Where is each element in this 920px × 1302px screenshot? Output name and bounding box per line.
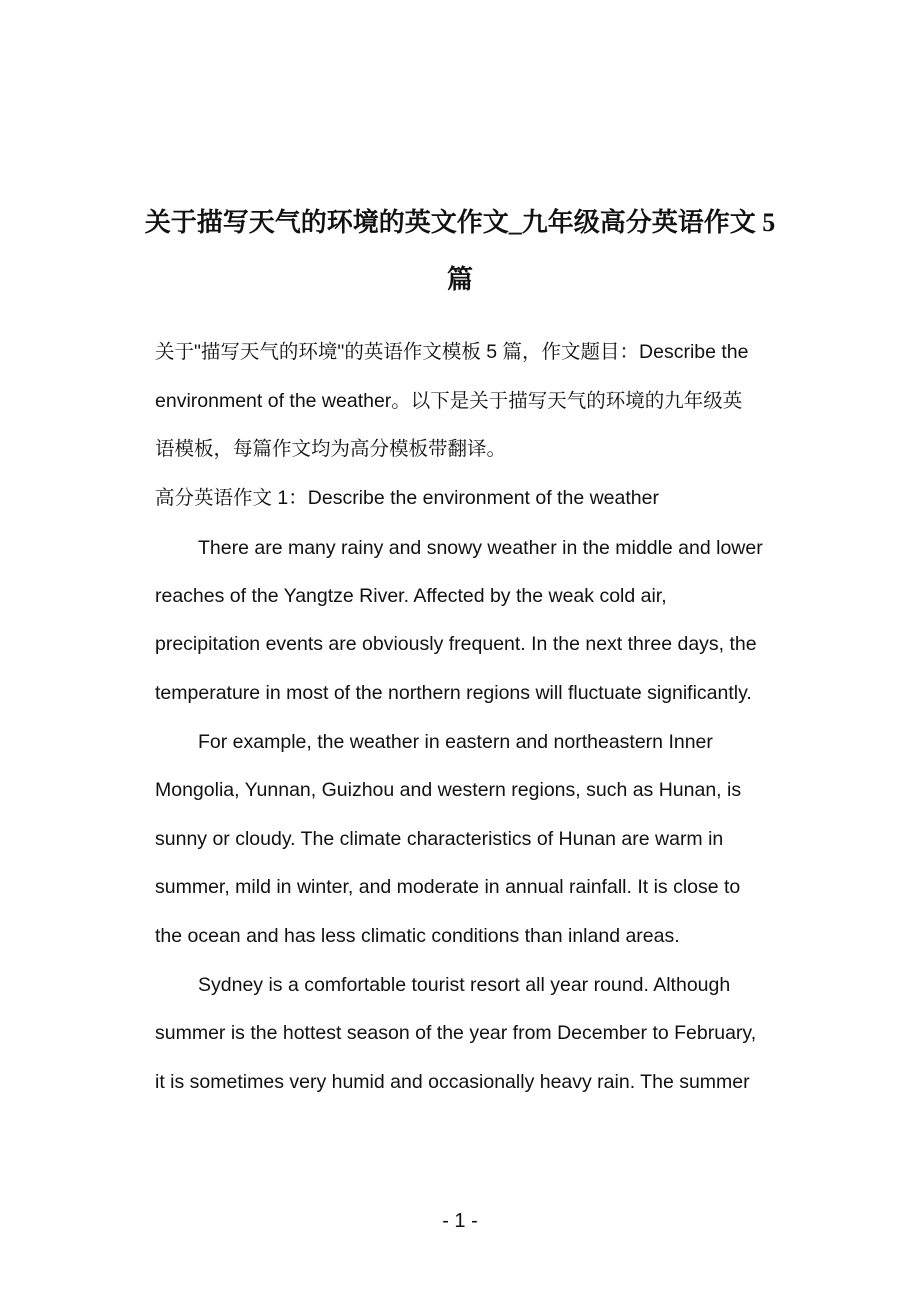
paragraph-line: Mongolia, Yunnan, Guizhou and western regions, such as Hunan, is (155, 779, 742, 801)
paragraph-line: For example, the weather in eastern and northeastern Inner (198, 731, 713, 753)
paragraph-line: sunny or cloudy. The climate characteristics of Hunan are warm in (155, 828, 724, 850)
paragraph-line: temperature in most of the northern regions will fluctuate significantly. (155, 682, 752, 704)
intro-line: 关于"描写天气的环境"的英语作文模板 5 篇，作文题目：Describe the (155, 341, 749, 363)
paragraph-line: There are many rainy and snowy weather in the middle and lower (198, 537, 763, 559)
intro-line: 语模板，每篇作文均为高分模板带翻译。 (155, 438, 507, 460)
paragraph-line: the ocean and has less climatic conditions than inland areas. (155, 925, 680, 947)
paragraph-line: Sydney is a comfortable tourist resort all year round. Although (198, 974, 731, 996)
paragraph-line: precipitation events are obviously frequent. In the next three days, the (155, 633, 757, 655)
intro-line: environment of the weather。以下是关于描写天气的环境的九年级英 (155, 390, 743, 412)
paragraph-line: summer is the hottest season of the year from December to February, (155, 1022, 757, 1044)
essay-heading: 高分英语作文 1：Describe the environment of the weather (155, 487, 659, 509)
document-title-line-2: 篇 (446, 265, 473, 294)
document-title-line-1: 关于描写天气的环境的英文作文_九年级高分英语作文 5 (144, 208, 776, 237)
paragraph-line: it is sometimes very humid and occasionally heavy rain. The summer (155, 1071, 750, 1093)
paragraph-line: summer, mild in winter, and moderate in annual rainfall. It is close to (155, 876, 741, 898)
page-number: - 1 - (442, 1210, 478, 1232)
paragraph-line: reaches of the Yangtze River. Affected by the weak cold air, (155, 585, 667, 607)
